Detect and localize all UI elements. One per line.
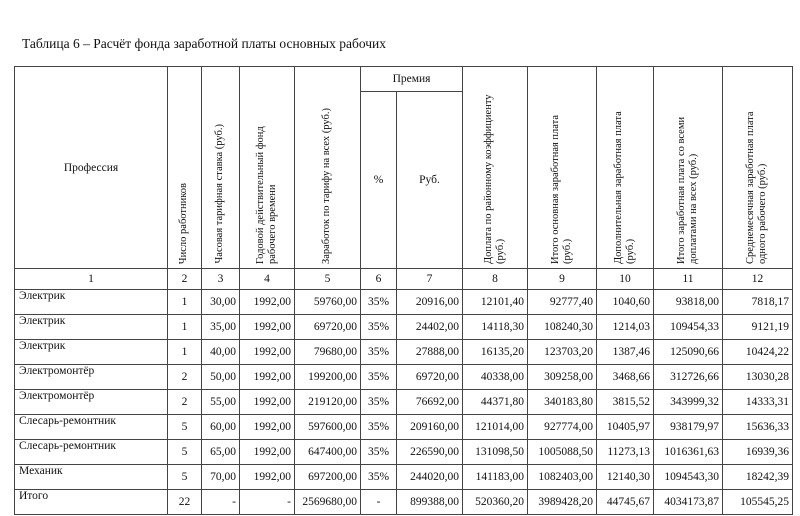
profession-cell: Слесарь-ремонтник (15, 415, 168, 440)
value-cell: 35% (361, 390, 397, 415)
value-cell: 226590,00 (397, 440, 463, 465)
value-cell: 4034173,87 (654, 490, 723, 515)
value-cell: 79680,00 (295, 340, 361, 365)
value-cell: - (202, 490, 240, 515)
value-cell: 899388,00 (397, 490, 463, 515)
value-cell: 1 (168, 290, 202, 315)
value-cell: 12101,40 (463, 290, 528, 315)
col-number: 7 (397, 269, 463, 290)
value-cell: 60,00 (202, 415, 240, 440)
value-cell: 1992,00 (240, 315, 295, 340)
table-row (15, 390, 793, 415)
value-cell: 30,00 (202, 290, 240, 315)
value-cell: 1992,00 (240, 390, 295, 415)
header-tariff-earnings: Заработок по тарифу на всех (руб.) (295, 67, 361, 269)
col-number: 6 (361, 269, 397, 290)
value-cell: 24402,00 (397, 315, 463, 340)
col-number: 5 (295, 269, 361, 290)
value-cell: 69720,00 (397, 365, 463, 390)
value-cell: 35% (361, 365, 397, 390)
value-cell: 1992,00 (240, 290, 295, 315)
value-cell: 10405,97 (597, 415, 654, 440)
value-cell: 123703,20 (528, 340, 597, 365)
value-cell: 44371,80 (463, 390, 528, 415)
value-cell: 3468,66 (597, 365, 654, 390)
value-cell: 1082403,00 (528, 465, 597, 490)
value-cell: 35% (361, 315, 397, 340)
value-cell: 219120,00 (295, 390, 361, 415)
header-bonus-pct: % (361, 92, 397, 269)
value-cell: 70,00 (202, 465, 240, 490)
value-cell: 209160,00 (397, 415, 463, 440)
value-cell: 1040,60 (597, 290, 654, 315)
value-cell: 14118,30 (463, 315, 528, 340)
value-cell: 1992,00 (240, 365, 295, 390)
profession-cell: Итого (15, 490, 168, 515)
value-cell: 65,00 (202, 440, 240, 465)
value-cell: 1214,03 (597, 315, 654, 340)
value-cell: 199200,00 (295, 365, 361, 390)
value-cell: 1094543,30 (654, 465, 723, 490)
value-cell: 15636,33 (723, 415, 793, 440)
value-cell: 3989428,20 (528, 490, 597, 515)
value-cell: 11273,13 (597, 440, 654, 465)
value-cell: 7818,17 (723, 290, 793, 315)
value-cell: 5 (168, 415, 202, 440)
value-cell: 69720,00 (295, 315, 361, 340)
value-cell: 44745,67 (597, 490, 654, 515)
column-number-row (15, 269, 793, 290)
value-cell: 16939,36 (723, 440, 793, 465)
value-cell: 92777,40 (528, 290, 597, 315)
value-cell: 1 (168, 315, 202, 340)
col-number: 2 (168, 269, 202, 290)
value-cell: 5 (168, 465, 202, 490)
value-cell: 340183,80 (528, 390, 597, 415)
profession-cell: Электромонтёр (15, 390, 168, 415)
table-row (15, 340, 793, 365)
profession-cell: Электромонтёр (15, 365, 168, 390)
col-number: 3 (202, 269, 240, 290)
value-cell: 13030,28 (723, 365, 793, 390)
header-base-total: Итого основная заработная плата (руб.) (528, 67, 597, 269)
value-cell: 20916,00 (397, 290, 463, 315)
header-bonus: Премия (361, 67, 463, 92)
header-additional: Дополнительная заработная плата (руб.) (597, 67, 654, 269)
value-cell: 16135,20 (463, 340, 528, 365)
header-total-all: Итого заработная плата со всеми доплатами на всех (руб.) (654, 67, 723, 269)
value-cell: 121014,00 (463, 415, 528, 440)
value-cell: 343999,32 (654, 390, 723, 415)
value-cell: 35% (361, 465, 397, 490)
col-number: 11 (654, 269, 723, 290)
value-cell: 22 (168, 490, 202, 515)
value-cell: 697200,00 (295, 465, 361, 490)
value-cell: 312726,66 (654, 365, 723, 390)
table-row (15, 315, 793, 340)
value-cell: 927774,00 (528, 415, 597, 440)
value-cell: 14333,31 (723, 390, 793, 415)
value-cell: - (361, 490, 397, 515)
value-cell: 1992,00 (240, 440, 295, 465)
col-number: 4 (240, 269, 295, 290)
value-cell: 10424,22 (723, 340, 793, 365)
header-profession: Профессия (15, 67, 168, 269)
col-number: 8 (463, 269, 528, 290)
table-row (15, 490, 793, 515)
table-caption: Таблица 6 – Расчёт фонда заработной платы основных рабочих (22, 36, 387, 51)
value-cell: 125090,66 (654, 340, 723, 365)
value-cell: 244020,00 (397, 465, 463, 490)
profession-cell: Электрик (15, 290, 168, 315)
value-cell: 131098,50 (463, 440, 528, 465)
value-cell: 50,00 (202, 365, 240, 390)
value-cell: 40338,00 (463, 365, 528, 390)
table-row (15, 415, 793, 440)
value-cell: 27888,00 (397, 340, 463, 365)
col-number: 9 (528, 269, 597, 290)
value-cell: 1992,00 (240, 415, 295, 440)
value-cell: 40,00 (202, 340, 240, 365)
value-cell: 520360,20 (463, 490, 528, 515)
value-cell: 1 (168, 340, 202, 365)
value-cell: 141183,00 (463, 465, 528, 490)
value-cell: 938179,97 (654, 415, 723, 440)
value-cell: 18242,39 (723, 465, 793, 490)
value-cell: 1992,00 (240, 465, 295, 490)
value-cell: 2 (168, 390, 202, 415)
value-cell: 76692,00 (397, 390, 463, 415)
value-cell: 55,00 (202, 390, 240, 415)
value-cell: 1016361,63 (654, 440, 723, 465)
profession-cell: Механик (15, 465, 168, 490)
value-cell: 35% (361, 290, 397, 315)
value-cell: 108240,30 (528, 315, 597, 340)
header-bonus-rub: Руб. (397, 92, 463, 269)
value-cell: 5 (168, 440, 202, 465)
value-cell: 2 (168, 365, 202, 390)
value-cell: 35% (361, 415, 397, 440)
table-row (15, 465, 793, 490)
table-row (15, 290, 793, 315)
header-annual-fund: Годовой действительный фонд рабочего времени (240, 67, 295, 269)
table-row (15, 440, 793, 465)
profession-cell: Слесарь-ремонтник (15, 440, 168, 465)
header-regional: Доплата по районному коэффициенту (руб.) (463, 67, 528, 269)
value-cell: 647400,00 (295, 440, 361, 465)
value-cell: 3815,52 (597, 390, 654, 415)
profession-cell: Электрик (15, 315, 168, 340)
value-cell: 35% (361, 440, 397, 465)
value-cell: 59760,00 (295, 290, 361, 315)
header-workers: Число работников (168, 67, 202, 269)
value-cell: 1005088,50 (528, 440, 597, 465)
value-cell: 35,00 (202, 315, 240, 340)
header-monthly-avg: Среднемесячная заработная плата одного рабочего (руб.) (723, 67, 793, 269)
col-number: 10 (597, 269, 654, 290)
value-cell: 1387,46 (597, 340, 654, 365)
wage-fund-table (14, 66, 793, 515)
header-hourly-rate: Часовая тарифная ставка (руб.) (202, 67, 240, 269)
value-cell: 12140,30 (597, 465, 654, 490)
col-number: 1 (15, 269, 168, 290)
value-cell: - (240, 490, 295, 515)
value-cell: 105545,25 (723, 490, 793, 515)
value-cell: 109454,33 (654, 315, 723, 340)
value-cell: 1992,00 (240, 340, 295, 365)
value-cell: 93818,00 (654, 290, 723, 315)
value-cell: 2569680,00 (295, 490, 361, 515)
table-row (15, 365, 793, 390)
col-number: 12 (723, 269, 793, 290)
value-cell: 597600,00 (295, 415, 361, 440)
value-cell: 9121,19 (723, 315, 793, 340)
value-cell: 309258,00 (528, 365, 597, 390)
value-cell: 35% (361, 340, 397, 365)
profession-cell: Электрик (15, 340, 168, 365)
